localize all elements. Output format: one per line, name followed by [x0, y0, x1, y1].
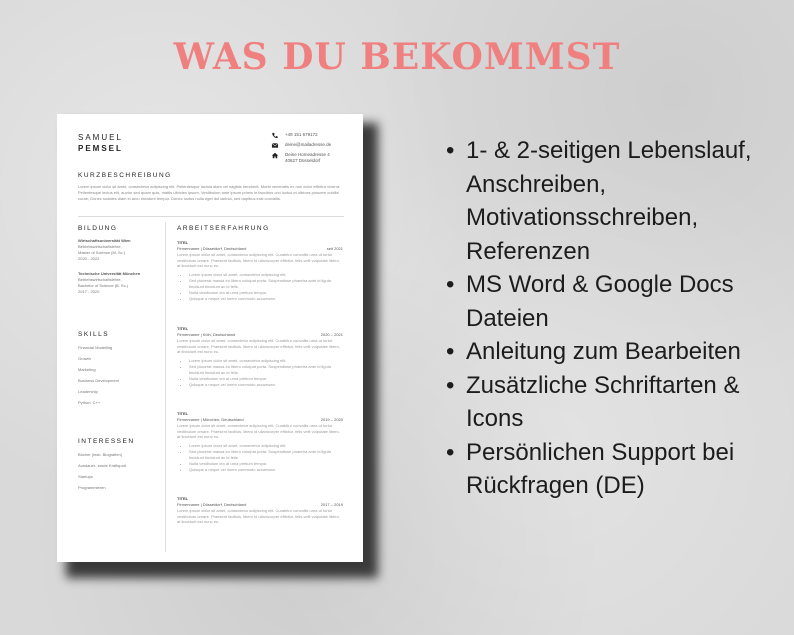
- job-bullet: • Sed placerat massa eu libero volutpat porta. Suspendisse pharetra ante id ligula tincidunt tincidunt ac id felis.: [189, 449, 343, 461]
- job-company: Firmenname | Düsseldorf, Deutschland: [177, 502, 247, 507]
- job-description: Lorem ipsum dolor sit amet, consectetur adipiscing elit. Curabitur convallis urna ut tortor vestibulum ornare. Praesent facilisis, libero id ullamcorper efficitur, felis velit vulputate libero, at tincidunt est nunc eu.: [177, 508, 340, 524]
- resume-last-name: PEMSEL: [78, 144, 123, 153]
- job-bullets: [177, 358, 343, 388]
- job-bullet: • Sed placerat massa eu libero volutpat porta. Suspendisse pharetra ante id ligula tincidunt tincidunt ac id felis.: [189, 364, 343, 376]
- interests-heading: INTERESSEN: [78, 438, 135, 445]
- skills-heading: SKILLS: [78, 331, 110, 338]
- feature-item: • 1- & 2-seitigen Lebenslauf, Anschreiben, Motivationsschreiben, Referenzen: [444, 134, 784, 268]
- education-field: Betriebswirtschaftslehre,: [78, 277, 122, 282]
- summary-divider: [78, 216, 344, 217]
- skill-item: Python, C++: [78, 400, 101, 405]
- contact-address-line2: 40627 Düsseldorf: [285, 158, 321, 163]
- mail-icon: [271, 142, 279, 149]
- feature-item: • Anleitung zum Bearbeiten: [444, 335, 784, 369]
- job-company: Firmenname | Düsseldorf, Deutschland: [177, 246, 247, 251]
- job-description: Lorem ipsum dolor sit amet, consectetur adipiscing elit. Curabitur convallis urna ut tortor vestibulum ornare. Praesent facilisis, libero id ullamcorper efficitur, felis velit vulputate libero, at tincidunt est nunc eu.: [177, 423, 340, 439]
- job-description: Lorem ipsum dolor sit amet, consectetur adipiscing elit. Curabitur convallis urna ut tortor vestibulum ornare. Praesent facilisis, libero id ullamcorper efficitur, felis velit vulputate libero, at tincidunt est nunc eu.: [177, 338, 340, 354]
- job-period: 2019 – 2020: [320, 417, 343, 422]
- job-bullet: • Nulla vestibulum leo at urna pretium tempor.: [189, 376, 343, 382]
- education-degree: Master of Science (M. Sc.): [78, 250, 126, 255]
- job-title: TITEL: [177, 326, 189, 331]
- interest-item: Startups: [78, 474, 93, 479]
- page-title: WAS DU BEKOMMST: [173, 36, 621, 78]
- job-bullet: • Lorem ipsum dolor sit amet, consectetur adipiscing elit.: [189, 358, 343, 364]
- resume-contact: [271, 132, 331, 167]
- job-title: TITEL: [177, 411, 189, 416]
- contact-address-row: [271, 152, 331, 164]
- job-description: Lorem ipsum dolor sit amet, consectetur adipiscing elit. Curabitur convallis urna ut tortor vestibulum ornare. Praesent facilisis, libero id ullamcorper efficitur, felis velit vulputate libero, at tincidunt est nunc eu.: [177, 252, 340, 268]
- summary-text: Lorem ipsum dolor sit amet, consectetur adipiscing elit. Pellentesque lacinia diam vel sagittis hendrerit. Morbi venenatis ex non dolor efficitur viverra. Pellentesque lectus elit, auctor sed quam quis, mattis ultricies ipsum. Vestibulum ante ipsum primis in faucibus orci luctus et ultrices posuere cubilia curae; Donec sodales diam in arcu tincidunt tempor. Donec luctus nulla eget dui lacinia, sed dapibus erat convallis.: [78, 184, 341, 201]
- contact-email: deine@mailadresse.de: [285, 142, 332, 147]
- job-entry: [177, 411, 343, 473]
- skills-list: [78, 345, 119, 411]
- experience-heading: ARBEITSERFAHRUNG: [177, 225, 270, 232]
- job-title: TITEL: [177, 496, 189, 501]
- interest-item: Ausdauer- sowie Kraftsport: [78, 463, 127, 468]
- job-title: TITEL: [177, 240, 189, 245]
- job-bullet: • Quisque a neque vel lorem commodo accumsan.: [189, 296, 343, 302]
- job-company: Firmenname | Köln, Deutschland: [177, 332, 236, 337]
- job-entry: [177, 240, 343, 302]
- education-entry: [78, 238, 164, 262]
- job-company: Firmenname | München, Deutschland: [177, 417, 244, 422]
- features-list: [444, 134, 784, 503]
- column-divider: [165, 222, 166, 552]
- summary-heading: KURZBESCHREIBUNG: [78, 172, 172, 179]
- education-field: Betriebswirtschaftslehre,: [78, 244, 122, 249]
- contact-email-row: [271, 142, 331, 149]
- job-bullet: • Quisque a neque vel lorem commodo accumsan.: [189, 382, 343, 388]
- skill-item: Marketing: [78, 367, 96, 372]
- education-degree: Bachelor of Science (B. Sc.): [78, 283, 129, 288]
- skill-item: Growth: [78, 356, 91, 361]
- skill-item: Financial Modelling: [78, 345, 113, 350]
- education-heading: BILDUNG: [78, 225, 118, 232]
- contact-address-line1: Deine Homeadresse 4: [285, 152, 330, 157]
- feature-item: • Zusätzliche Schriftarten & Icons: [444, 369, 784, 436]
- contact-phone: +49 151 679172: [285, 132, 318, 137]
- job-period: 2017 – 2019: [320, 502, 343, 507]
- job-period: seit 2021: [326, 246, 343, 251]
- education-school: Technische Universität München: [78, 271, 141, 276]
- education-years: 2020 - 2022: [78, 256, 100, 261]
- contact-phone-row: [271, 132, 331, 139]
- feature-item: • Persönlichen Support bei Rückfragen (DE): [444, 436, 784, 503]
- job-bullets: [177, 443, 343, 473]
- contact-address: [285, 152, 330, 164]
- feature-item: • MS Word & Google Docs Dateien: [444, 268, 784, 335]
- job-bullet: • Sed placerat massa eu libero volutpat porta. Suspendisse pharetra ante id ligula tincidunt tincidunt ac id felis.: [189, 278, 343, 290]
- job-bullet: • Lorem ipsum dolor sit amet, consectetur adipiscing elit.: [189, 272, 343, 278]
- education-school: Wirtschaftsuniversität Wien: [78, 238, 131, 243]
- interest-item: Bücher (insb. Biografien): [78, 452, 123, 457]
- resume-preview: [57, 114, 363, 562]
- job-period: 2020 – 2021: [320, 332, 343, 337]
- job-bullet: • Quisque a neque vel lorem commodo accumsan.: [189, 467, 343, 473]
- job-bullets: [177, 272, 343, 302]
- skill-item: Business Development: [78, 378, 119, 383]
- interest-item: Programmieren: [78, 485, 106, 490]
- job-entry: [177, 496, 343, 525]
- education-entry: [78, 271, 164, 295]
- job-entry: [177, 326, 343, 388]
- job-bullet: • Nulla vestibulum leo at urna pretium tempor.: [189, 290, 343, 296]
- interests-list: [78, 452, 126, 496]
- job-bullet: • Nulla vestibulum leo at urna pretium tempor.: [189, 461, 343, 467]
- home-icon: [271, 152, 279, 159]
- job-bullet: • Lorem ipsum dolor sit amet, consectetur adipiscing elit.: [189, 443, 343, 449]
- resume-first-name: SAMUEL: [78, 133, 123, 142]
- education-years: 2017 - 2020: [78, 289, 100, 294]
- phone-icon: [271, 132, 279, 139]
- skill-item: Leadership: [78, 389, 98, 394]
